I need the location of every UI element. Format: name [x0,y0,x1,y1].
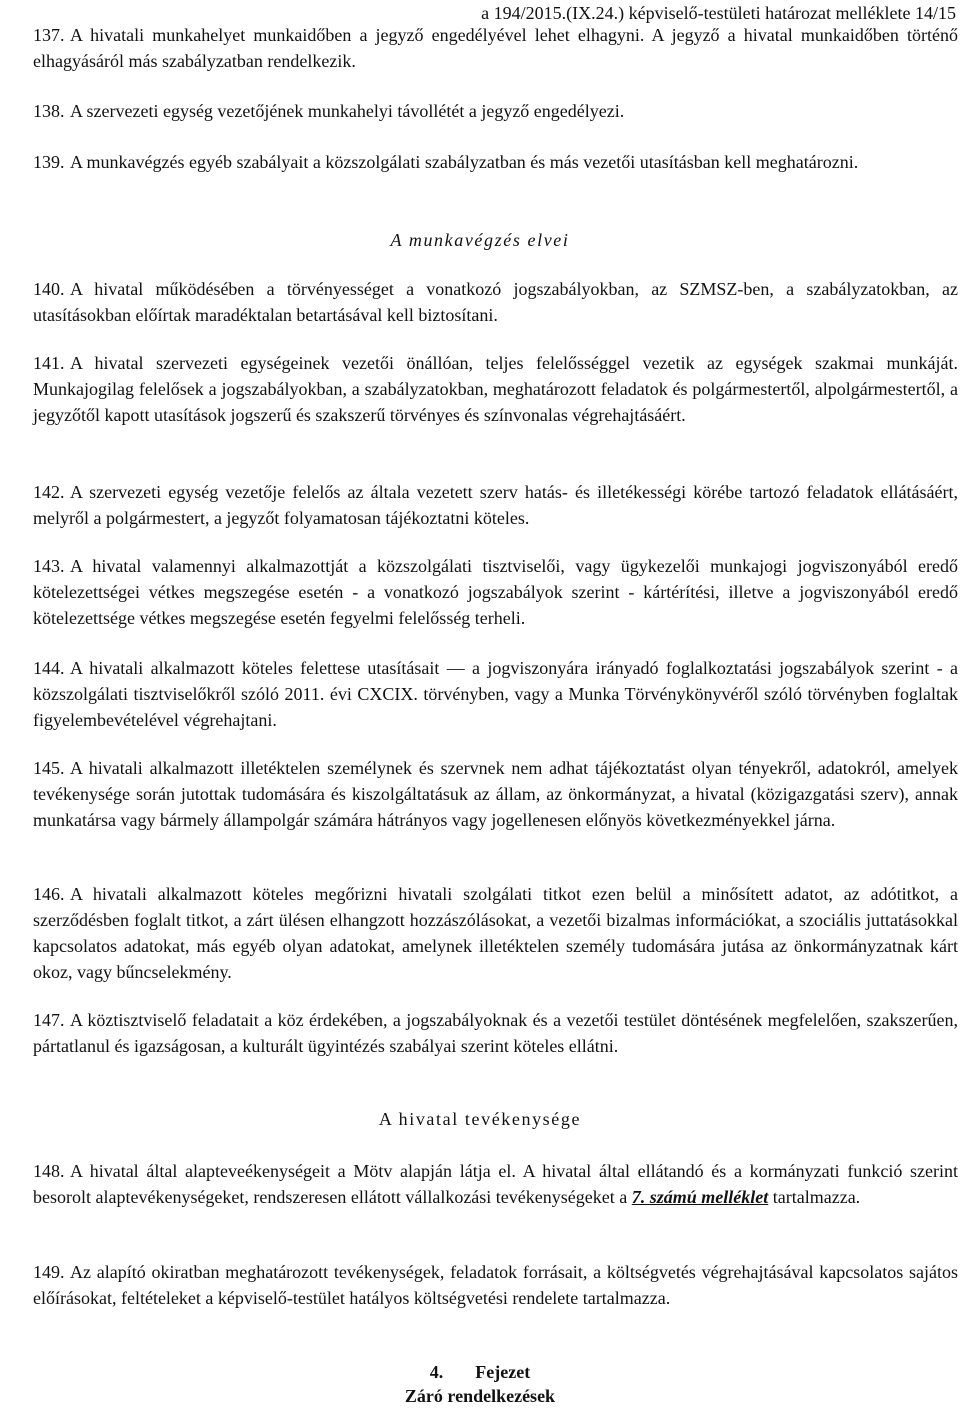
paragraph-number: 140. [33,279,65,299]
paragraph-text: A hivatal valamennyi alkalmazottját a közszolgálati tisztviselői, vagy ügykezelői munkajogi jogviszonyából eredő kötelezettségei vétkes megszegése esetén - a vonatkozó jogszabályok szerint - kártérítési, illetve a jogviszonyából eredő kötelezettsége vétkes megszegése esetén fegyelmi felelősség terheli. [33,556,958,628]
paragraph-138 [33,98,958,124]
section-title-munkavegzes-elvei: A munkavégzés elvei [390,230,570,250]
chapter-number: 4. [429,1362,444,1382]
chapter-heading [0,1359,960,1385]
paragraph-number: 142. [33,482,65,502]
paragraph-144 [33,655,958,733]
paragraph-text: A hivatal működésében a törvényességet a vonatkozó jogszabályokban, az SZMSZ-ben, a szabályzatokban, az utasításokban előírtak maradéktalan betartásával kell biztosítani. [33,279,958,325]
paragraph-141 [33,350,958,428]
paragraph-number: 143. [33,556,65,576]
paragraph-number: 148. [33,1161,65,1181]
paragraph-number: 147. [33,1010,65,1030]
paragraph-number: 145. [33,758,65,778]
paragraph-number: 139. [33,152,65,172]
paragraph-number: 144. [33,658,65,678]
paragraph-147 [33,1007,958,1059]
paragraph-text: A köztisztviselő feladatait a köz érdekében, a jogszabályoknak és a vezetői testület döntésének megfelelően, szakszerűen, pártatlanul és igazságosan, a kulturált ügyintézés szabályai szerint köteles ellátni. [33,1010,958,1056]
paragraph-text-end: tartalmazza. [768,1187,861,1207]
paragraph-139 [33,149,958,175]
paragraph-137 [33,22,958,74]
paragraph-text: A hivatal által alapteveékenységeit a Mötv alapján látja el. A hivatal által ellátandó és a kormányzati funkció szerint besorolt alaptevékenységeket, rendszeresen ellátott vállalkozási tevékenységeket a [33,1161,958,1207]
paragraph-text: A szervezeti egység vezetője felelős az általa vezetett szerv hatás- és illetékességi körébe tartozó feladatok ellátásáért, melyről a polgármestert, a jegyzőt folyamatosan tájékoztatni köteles. [33,482,958,528]
paragraph-text: A hivatali munkahelyet munkaidőben a jegyző engedélyével lehet elhagyni. A jegyző a hivatal munkaidőben történő elhagyásáról más szabályzatban rendelkezik. [33,25,958,71]
paragraph-143 [33,553,958,631]
paragraph-text: A hivatali alkalmazott köteles felettese utasításait — a jogviszonyára irányadó foglalkoztatási jogszabályok szerint - a közszolgálati tisztviselőkről szóló 2011. évi CXCIX. törvényben, vagy a Munka Törvénykönyvéről szóló törvényben foglaltak figyelembevételével végrehajtani. [33,658,958,730]
paragraph-number: 146. [33,884,65,904]
paragraph-number: 138. [33,101,65,121]
paragraph-text: Az alapító okiratban meghatározott tevékenységek, feladatok forrásait, a költségvetés végrehajtásával kapcsolatos sajátos előírásokat, feltételeket a képviselő-testület hatályos költségvetési rendelete tartalmazza. [33,1262,958,1308]
paragraph-text: A hivatal szervezeti egységeinek vezetői önállóan, teljes felelősséggel vezetik az egységek szakmai munkáját. Munkajogilag felelősek a jogszabályokban, a szabályzatokban, meghatározott feladatok és polgármestertől, alpolgármestertől, a jegyzőtől kapott utasítások jogszerű és szakszerű törvényes és színvonalas végrehajtásáért. [33,353,958,425]
paragraph-text: A szervezeti egység vezetőjének munkahelyi távollétét a jegyző engedélyezi. [70,101,625,121]
paragraph-text: A hivatali alkalmazott köteles megőrizni hivatali szolgálati titkot ezen belül a minősített adatot, az adótitkot, a szerződésben foglalt titkot, a zárt ülésen elhangzott hozzászólásokat, a vezetői bizalmas információkat, a szociális juttatásokkal kapcsolatos adatokat, más egyéb olyan adatokat, amelynek illetéktelen személy tudomására jutása az önkormányzatnak kárt okoz, vagy bűncselekmény. [33,884,958,982]
paragraph-text: A hivatali alkalmazott illetéktelen személynek és szervnek nem adhat tájékoztatást olyan tényekről, adatokról, amelyek tevékenysége során jutottak tudomására és kiszolgáltatásuk az állam, az önkormányzat, a hivatal (közigazgatási szerv), annak munkatársa vagy bármely állampolgár számára hátrányos vagy jogellenesen előnyös következményekkel járna. [33,758,958,830]
chapter-label: Fejezet [475,1362,531,1382]
page-header: a 194/2015.(IX.24.) képviselő-testületi határozat melléklete 14/15 [481,3,956,23]
chapter-title: Záró rendelkezések [404,1386,556,1406]
paragraph-142 [33,479,958,531]
paragraph-149 [33,1259,958,1311]
section-title-hivatal-tevekenysege: A hivatal tevékenysége [378,1109,582,1129]
paragraph-148 [33,1158,958,1210]
paragraph-145 [33,755,958,833]
paragraph-146 [33,881,958,985]
annex-reference-link[interactable]: 7. számú melléklet [631,1187,769,1207]
paragraph-140 [33,276,958,328]
paragraph-number: 141. [33,353,65,373]
paragraph-number: 149. [33,1262,65,1282]
paragraph-number: 137. [33,25,65,45]
paragraph-text: A munkavégzés egyéb szabályait a közszolgálati szabályzatban és más vezetői utasításban kell meghatározni. [70,152,859,172]
